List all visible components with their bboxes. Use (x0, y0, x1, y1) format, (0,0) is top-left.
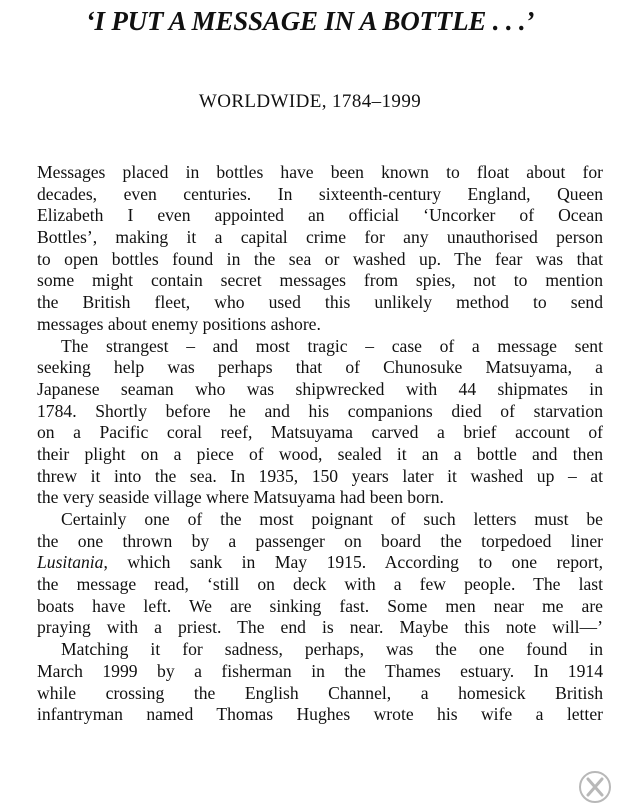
text-line: seeking help was perhaps that of Chunosuke Matsuyama, a (37, 357, 603, 378)
text-line: Elizabeth I even appointed an official ‘Uncorker of Ocean (37, 205, 603, 226)
text-line: boats have left. We are sinking fast. Some men near me are (37, 595, 603, 616)
text-line: while crossing the English Channel, a homesick British (37, 682, 603, 703)
text-line: the message read, ‘still on deck with a few people. The last (37, 574, 603, 595)
text-line: the one thrown by a passenger on board the torpedoed liner (37, 530, 603, 551)
text-line: March 1999 by a fisherman in the Thames estuary. In 1914 (37, 660, 603, 681)
text-line: the British fleet, who used this unlikely method to send (37, 292, 603, 313)
text-line: Japanese seaman who was shipwrecked with 44 shipmates in (37, 378, 603, 399)
x-logo-icon (578, 770, 612, 804)
text-line: Bottles’, making it a capital crime for any unauthorised person (37, 227, 603, 248)
text-line: Certainly one of the most poignant of such letters must be (61, 509, 603, 529)
text-line: threw it into the sea. In 1935, 150 years later it washed up – at (37, 465, 603, 486)
text-line: infantryman named Thomas Hughes wrote his wife a letter (37, 704, 603, 725)
text-line: praying with a priest. The end is near. Maybe this note will—’ (37, 617, 603, 638)
text-line (37, 552, 603, 574)
italic-span: Lusitania (37, 552, 104, 573)
body-text (37, 162, 603, 726)
text-line: 1784. Shortly before he and his companions died of starvation (37, 400, 603, 421)
text-line: some might contain secret messages from spies, not to mention (37, 270, 603, 291)
text-line: The strangest – and most tragic – case of a message sent (61, 335, 603, 356)
text-line: messages about enemy positions ashore. (37, 313, 321, 334)
text-line: on a Pacific coral reef, Matsuyama carved a brief account of (37, 422, 603, 443)
text-line: Matching it for sadness, perhaps, was the one found in (61, 639, 603, 660)
text-line: to open bottles found in the sea or washed up. The fear was that (37, 248, 603, 269)
text-span: , which sank in May 1915. According to one report, (103, 552, 603, 573)
page-subtitle: WORLDWIDE, 1784–1999 (198, 91, 422, 112)
text-line: their plight on a piece of wood, sealed it an a bottle and then (37, 443, 603, 464)
text-line: Messages placed in bottles have been known to float about for (37, 162, 603, 182)
text-line: the very seaside village where Matsuyama had been born. (37, 487, 444, 508)
page-title: ‘I PUT A MESSAGE IN A BOTTLE . . .’ (85, 6, 535, 36)
text-line: decades, even centuries. In sixteenth-century England, Queen (37, 183, 603, 204)
